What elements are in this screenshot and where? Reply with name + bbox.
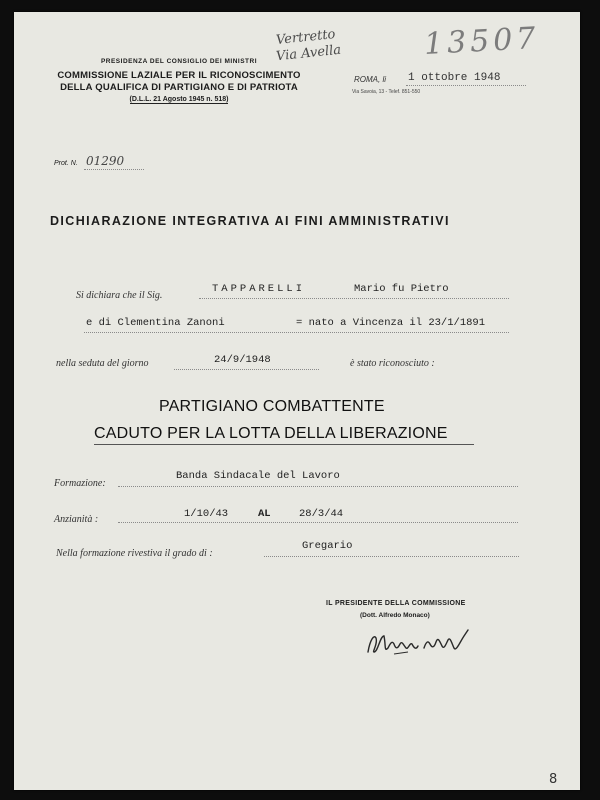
rank-underline (264, 556, 519, 557)
commission-name-line1: COMMISSIONE LAZIALE PER IL RICONOSCIMENTO (57, 70, 301, 81)
document-date: 1 ottobre 1948 (408, 72, 501, 84)
seniority-underline (118, 522, 518, 523)
office-address: Via Savoia, 13 - Telef. 851-550 (352, 89, 421, 95)
decree-text: (D.L.L. 21 Agosto 1945 n. 518) (129, 96, 229, 103)
qualification-underline (94, 444, 474, 445)
commission-name-line2: DELLA QUALIFICA DI PARTIGIANO E DI PATRIOTA (60, 82, 298, 93)
protocol-label: Prot. N. (54, 160, 78, 167)
session-label: nella seduta del giorno (56, 358, 149, 369)
seniority-to-label: AL (258, 508, 271, 520)
place-label: ROMA, li (354, 75, 386, 84)
formation-underline (118, 486, 518, 487)
handwritten-note-line1: Vertretto (275, 26, 337, 49)
presidency-heading: PRESIDENZA DEL CONSIGLIO DEI MINISTRI (100, 58, 258, 65)
declaration-intro-label: Si dichiara che il Sig. (76, 290, 163, 301)
decree-reference (44, 96, 314, 103)
seniority-from: 1/10/43 (184, 508, 229, 520)
protocol-number: 01290 (86, 154, 125, 168)
qualification-line2: CADUTO PER LA LOTTA DELLA LIBERAZIONE (94, 425, 448, 442)
rank-value: Gregario (302, 540, 353, 552)
protocol-underline (84, 169, 144, 170)
seniority-label: Anzianità : (54, 514, 99, 525)
mother-name: e di Clementina Zanoni (86, 317, 225, 329)
rank-label: Nella formazione rivestiva il grado di : (56, 548, 213, 559)
document-title: DICHIARAZIONE INTEGRATIVA AI FINI AMMINISTRATIVI (50, 214, 450, 228)
recognized-label: è stato riconosciuto : (350, 358, 435, 369)
signatory-name: (Dott. Alfredo Monaco) (360, 612, 430, 619)
birth-underline (84, 332, 509, 333)
seniority-to: 28/3/44 (299, 508, 344, 520)
date-underline (406, 85, 526, 86)
name-underline (199, 298, 509, 299)
handwritten-signature (364, 622, 474, 664)
session-underline (174, 369, 319, 370)
formation-value: Banda Sindacale del Lavoro (176, 470, 340, 482)
formation-label: Formazione: (54, 478, 106, 489)
declarant-given-name: Mario fu Pietro (354, 283, 449, 295)
handwritten-note-line2: Via Avella (275, 42, 342, 65)
document-page (14, 12, 580, 790)
birth-details: = nato a Vincenza il 23/1/1891 (296, 317, 486, 329)
session-date: 24/9/1948 (214, 354, 271, 366)
signatory-title: IL PRESIDENTE DELLA COMMISSIONE (326, 600, 466, 607)
handwritten-archive-number: 13507 (423, 21, 541, 62)
declarant-surname: TAPPARELLI (212, 283, 306, 295)
page-number: 8 (549, 772, 558, 787)
qualification-line1: PARTIGIANO COMBATTENTE (159, 398, 385, 415)
